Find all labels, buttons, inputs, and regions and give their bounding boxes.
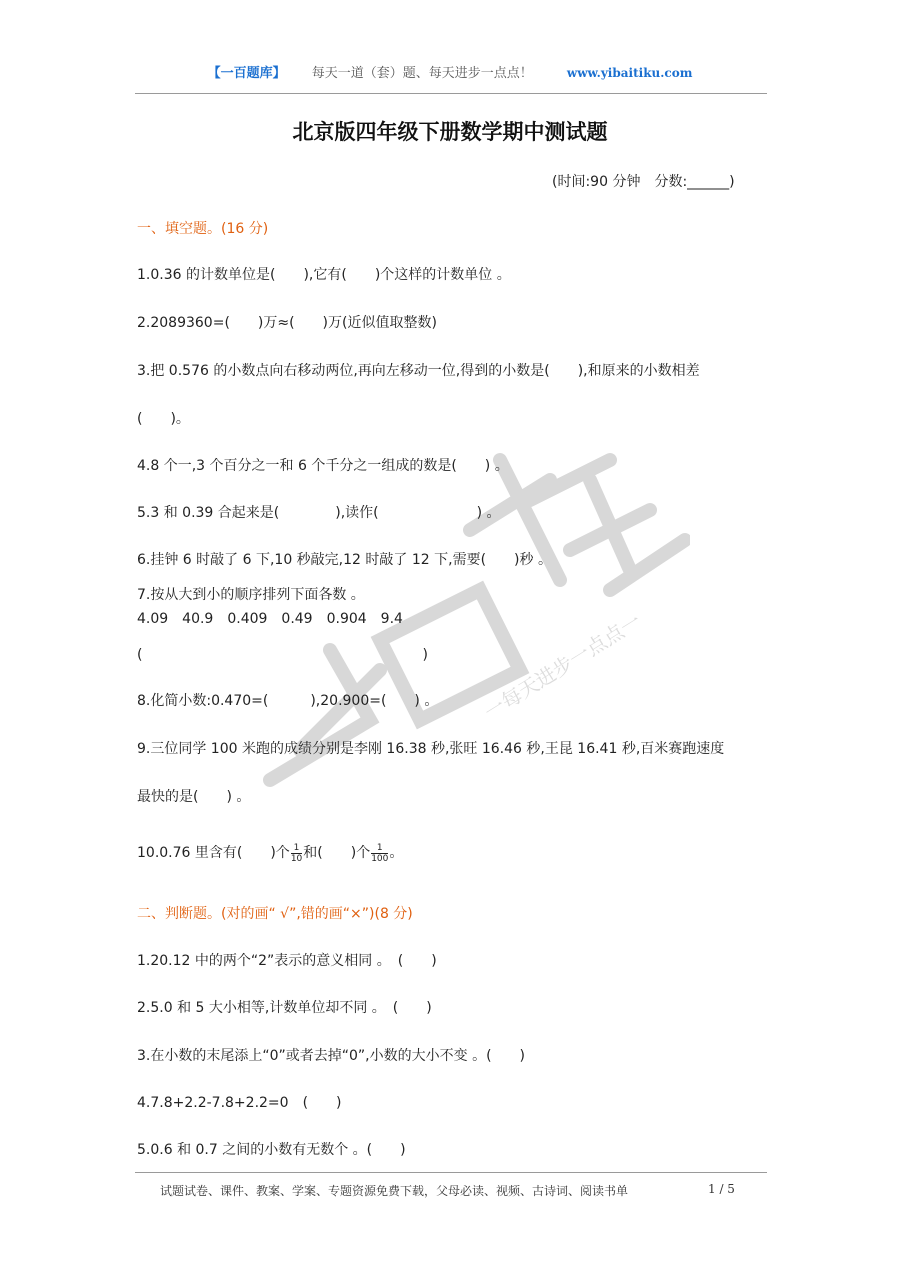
question-1-7: 7.按从大到小的顺序排列下面各数 。 (137, 587, 365, 603)
page-footer (160, 1182, 760, 1199)
question-1-2: 2.2089360=( )万≈( )万(近似值取整数) (137, 315, 437, 331)
brand-label[interactable]: 【一百题库】 (207, 66, 286, 81)
question-2-4: 4.7.8+2.2-7.8+2.2=0 ( ) (137, 1095, 342, 1111)
page-header (0, 62, 900, 81)
question-1-4: 4.8 个一,3 个百分之一和 6 个千分之一组成的数是( ) 。 (137, 458, 509, 474)
question-1-3: 3.把 0.576 的小数点向右移动两位,再向左移动一位,得到的小数是( ),和原来的小数相差 (137, 363, 700, 379)
site-url-link[interactable]: www.yibaitiku.com (566, 66, 693, 80)
watermark-logo (230, 420, 690, 840)
section2-heading: 二、判断题。(对的画“ √”,错的画“×”)(8 分) (137, 906, 413, 922)
question-1-6: 6.挂钟 6 时敲了 6 下,10 秒敲完,12 时敲了 12 下,需要( )秒 。 (137, 552, 552, 568)
fraction-one-hundredth: $\frac{1}{100}$ (371, 842, 389, 864)
header-divider (135, 93, 767, 94)
question-1-10 (137, 842, 403, 864)
q10-text-pre: 10.0.76 里含有( )个 (137, 845, 290, 861)
footer-divider (135, 1172, 767, 1173)
question-1-9-cont: 最快的是( ) 。 (137, 789, 251, 805)
question-1-7-answer: ( ) (137, 647, 428, 663)
question-1-9: 9.三位同学 100 米跑的成绩分别是李刚 16.38 秒,张旺 16.46 秒,王昆 16.41 秒,百米赛跑速度 (137, 741, 725, 757)
question-2-2: 2.5.0 和 5 大小相等,计数单位却不同 。 ( ) (137, 1000, 432, 1016)
watermark-slogan: 一每天进步一点点一 (479, 608, 646, 725)
fraction-one-tenth: $\frac{1}{10}$ (290, 842, 303, 864)
question-1-5: 5.3 和 0.39 合起来是( ),读作( ) 。 (137, 505, 501, 521)
question-1-3-cont: ( )。 (137, 411, 190, 427)
page-number: 1 / 5 (708, 1182, 735, 1196)
page-title: 北京版四年级下册数学期中测试题 (292, 119, 608, 144)
time-score-line: (时间:90 分钟 分数:______) (552, 174, 735, 190)
question-1-8: 8.化简小数:0.470=( ),20.900=( ) 。 (137, 693, 439, 709)
question-1-7-numbers: 4.09 40.9 0.409 0.49 0.904 9.4 (137, 611, 403, 627)
q10-text-post: 。 (389, 845, 404, 861)
q10-text-mid: 和( )个 (303, 845, 371, 861)
section1-heading: 一、填空题。(16 分) (137, 221, 269, 237)
question-2-1: 1.20.12 中的两个“2”表示的意义相同 。 ( ) (137, 953, 437, 969)
footer-text: 试题试卷、课件、教案、学案、专题资源免费下载，父母必读、视频、古诗词、阅读书单 (160, 1184, 629, 1198)
question-1-1: 1.0.36 的计数单位是( ),它有( )个这样的计数单位 。 (137, 267, 511, 283)
question-2-3: 3.在小数的末尾添上“0”或者去掉“0”,小数的大小不变 。( ) (137, 1048, 526, 1064)
motto-text: 每天一道（套）题、每天进步一点点！ (311, 66, 533, 81)
question-2-5: 5.0.6 和 0.7 之间的小数有无数个 。( ) (137, 1142, 406, 1158)
